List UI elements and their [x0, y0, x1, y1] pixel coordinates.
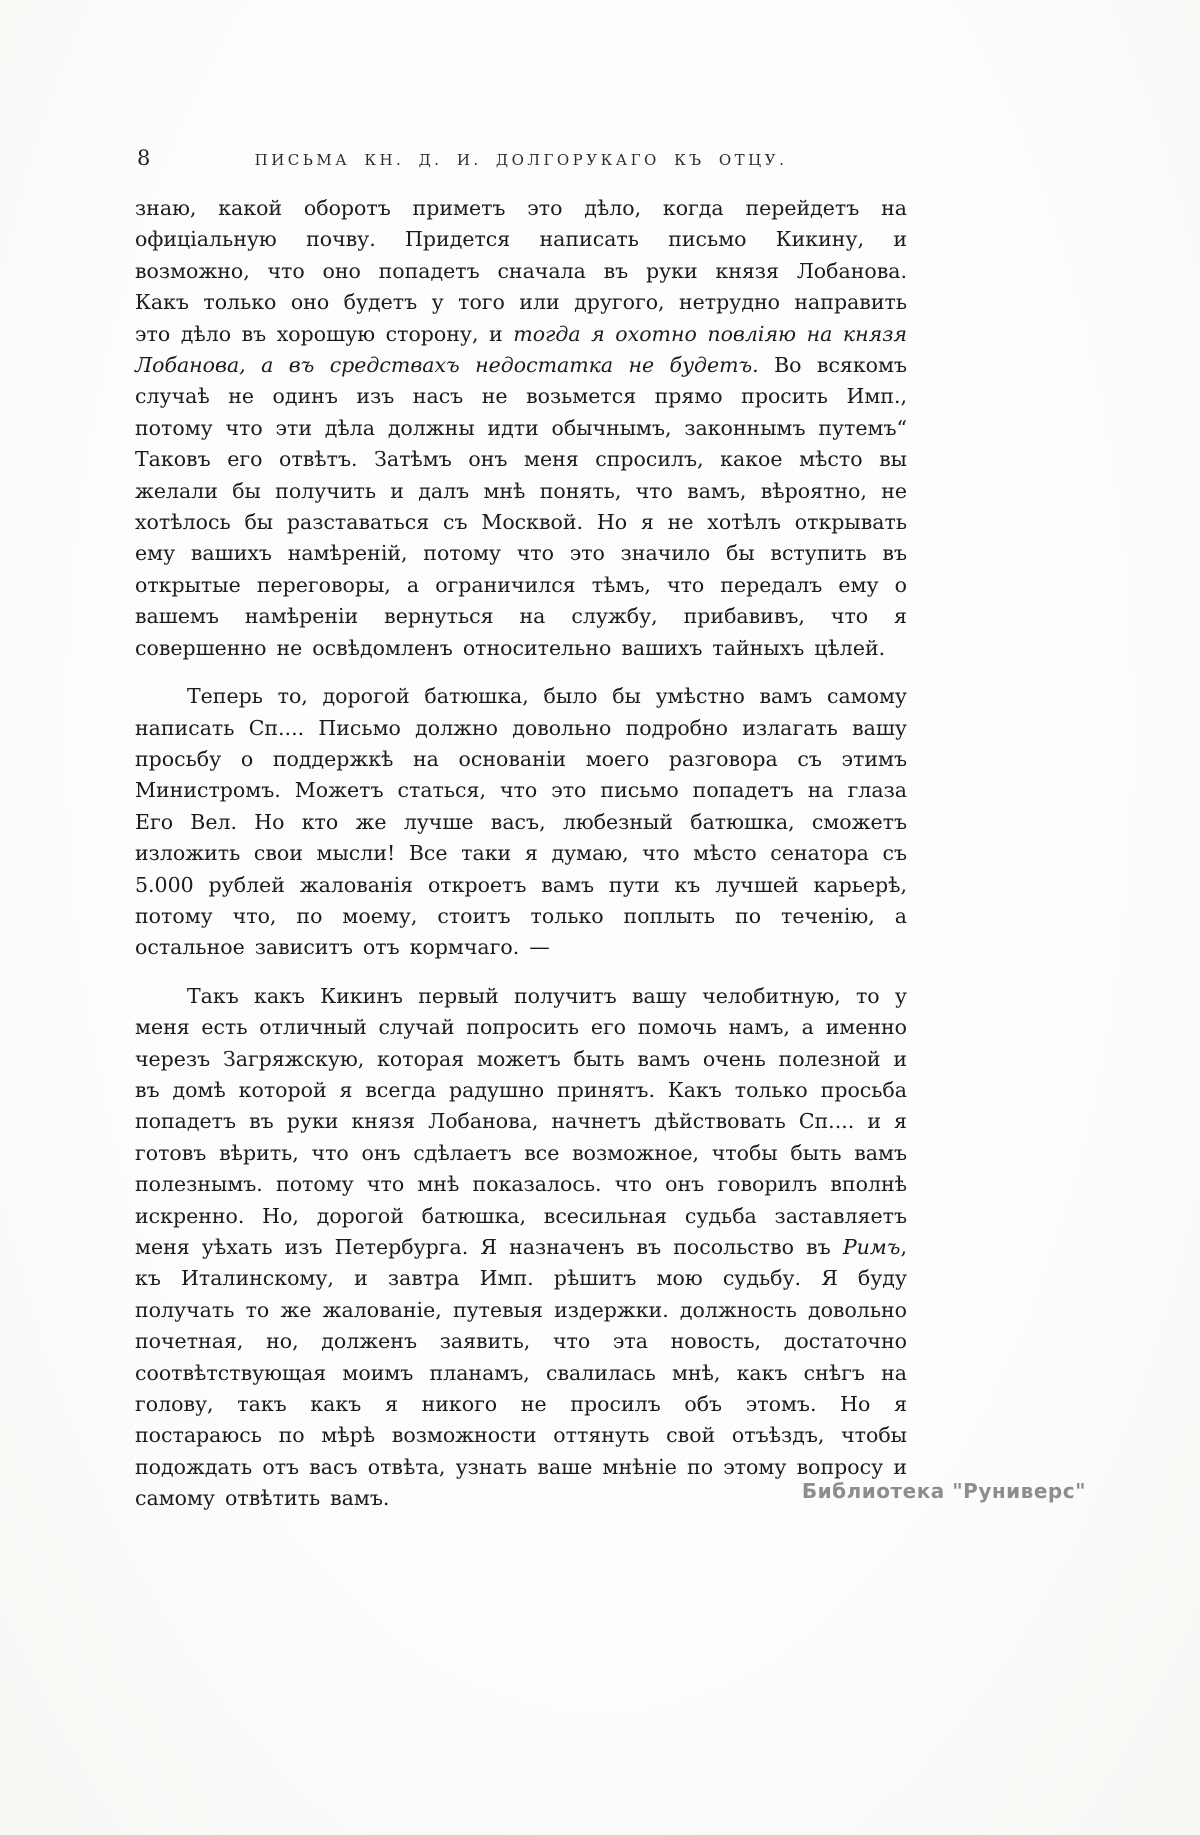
paragraph-text-italic: тогда я охотно повліяю на князя Лобанова, а въ средствахъ недостатка не будетъ. — [135, 321, 907, 378]
paragraph-3 — [135, 981, 907, 1515]
page-number: 8 — [137, 146, 151, 170]
paragraph-text: Теперь то, дорогой батюшка, было бы умѣстно вамъ самому написать Сп.... Письмо должно довольно подробно излагать вашу просьбу о поддержкѣ на основаніи моего разговора съ этимъ Министромъ. Можетъ статься, что это письмо попадетъ на глаза Его Вел. Но кто же лучше васъ, любезный батюшка, сможетъ изложить свои мысли! Все таки я думаю, что мѣсто сенатора съ 5.000 рублей жалованія откроетъ вамъ пути къ лучшей карьерѣ, потому что, по моему, стоитъ только поплыть по теченію, а остальное зависитъ отъ кормчаго. — — [135, 684, 907, 960]
paragraph-2 — [135, 681, 907, 964]
paragraph-text: Во всякомъ случаѣ не одинъ изъ насъ не возьмется прямо просить Имп., потому что эти дѣла должны идти обычнымъ, законнымъ путемъ“ Таковъ его отвѣтъ. Затѣмъ онъ меня спросилъ, какое мѣсто вы желали бы получить и далъ мнѣ понять, что вамъ, вѣроятно, не хотѣлось бы разставаться съ Москвой. Но я не хотѣлъ открывать ему вашихъ намѣреній, потому что это значило бы вступить въ открытые переговоры, а ограничился тѣмъ, что передалъ ему о вашемъ намѣреніи вернуться на службу, прибавивъ, что я совершенно не освѣдомленъ относительно вашихъ тайныхъ цѣлей. — [135, 353, 907, 660]
library-watermark: Библиотека "Руниверс" — [801, 1479, 1086, 1503]
page-header — [135, 148, 907, 178]
running-title: ПИСЬМА КН. Д. И. ДОЛГОРУКАГО КЪ ОТЦУ. — [254, 151, 788, 169]
paragraph-text: Такъ какъ Кикинъ первый получитъ вашу челобитную, то у меня есть отличный случай попросить его помочь намъ, а именно черезъ Загряжскую, которая можетъ быть вамъ очень полезной и въ домѣ которой я всегда радушно принятъ. Какъ только просьба попадетъ въ руки князя Лобанова, начнетъ дѣйствовать Сп.... и я готовъ вѣрить, что онъ сдѣлаетъ все возможное, чтобы быть вамъ полезнымъ. потому что мнѣ показалось. что онъ говорилъ вполнѣ искренно. Но, дорогой батюшка, всесильная судьба заставляетъ меня уѣхать изъ Петербурга. Я назначенъ въ посольство въ — [135, 983, 907, 1259]
paragraph-text-italic: Римъ — [842, 1235, 901, 1259]
paragraph-1 — [135, 193, 907, 664]
letter-text — [135, 193, 907, 1532]
paragraph-text: , къ Италинскому, и завтра Имп. рѣшитъ мою судьбу. Я буду получать то же жалованіе, путевыя издержки. должность довольно почетная, но, долженъ заявить, что эта новость, достаточно соотвѣтствующая моимъ планамъ, свалилась мнѣ, какъ снѣгъ на голову, такъ какъ я никого не просилъ объ этомъ. Но я постараюсь по мѣрѣ возможности оттянуть свой отъѣздъ, чтобы подождать отъ васъ отвѣта, узнать ваше мнѣніе по этому вопросу и самому отвѣтить вамъ. — [135, 1235, 907, 1511]
paragraph-text: знаю, какой оборотъ приметъ это дѣло, когда перейдетъ на офиціальную почву. Придется написать письмо Кикину, и возможно, что оно попадетъ сначала въ руки князя Лобанова. Какъ только оно будетъ у того или другого, нетрудно направить это дѣло въ хорошую сторону, и — [135, 196, 907, 346]
